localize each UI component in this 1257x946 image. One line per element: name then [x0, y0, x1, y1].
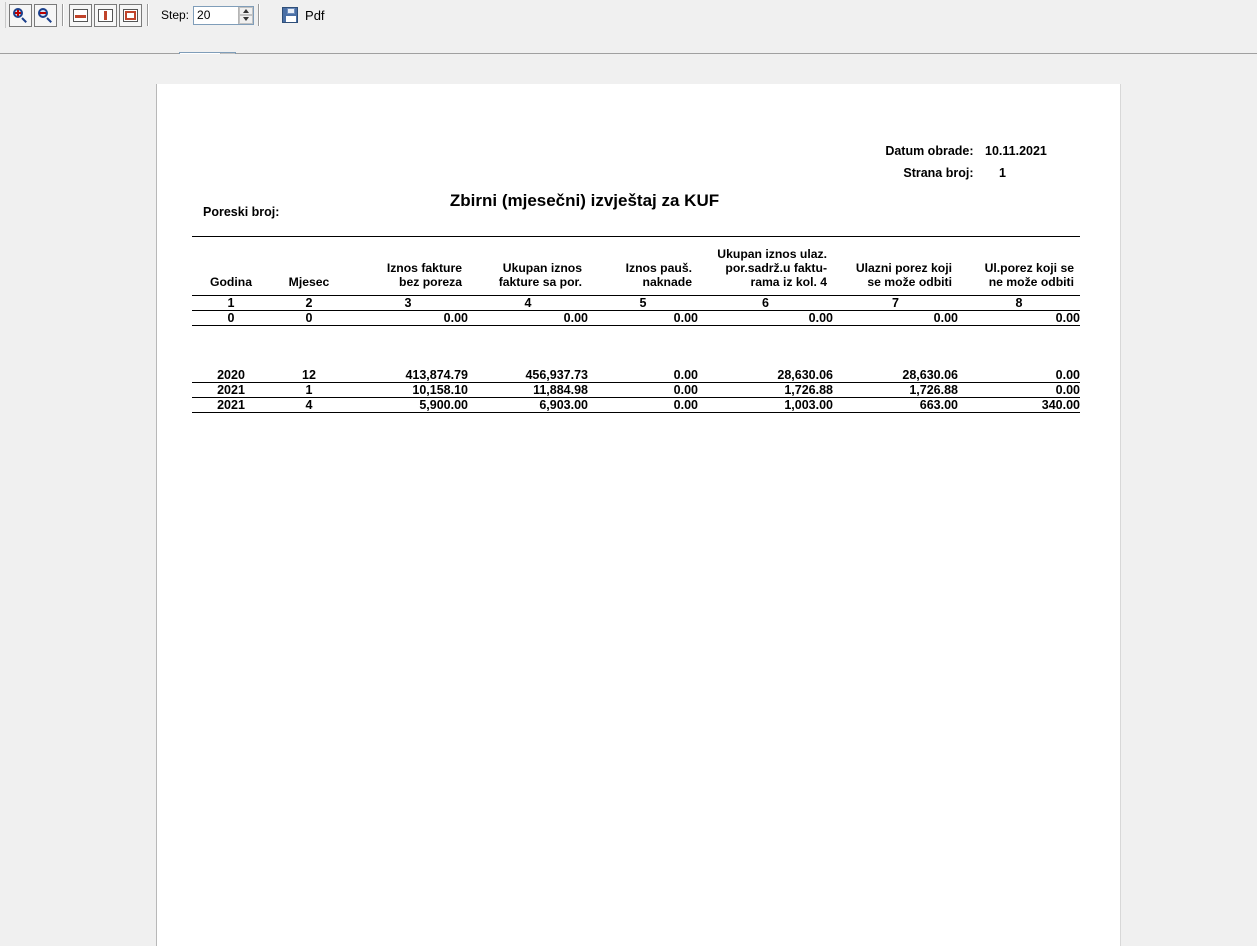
cell-k7: 663.00 — [833, 397, 958, 412]
cell-k3: 413,874.79 — [348, 368, 468, 383]
save-disk-icon — [282, 7, 298, 23]
cell-k7: 1,726.88 — [833, 382, 958, 397]
column-number-8: 8 — [958, 296, 1080, 311]
page-number-value: 1 — [999, 166, 1006, 180]
table-row — [192, 368, 1080, 383]
column-number-3: 3 — [348, 296, 468, 311]
col-header-k5-l1: Iznos pauš. — [625, 261, 692, 275]
fit-whole-page-icon — [123, 9, 138, 22]
col-header-k7-l2: se može odbiti — [867, 275, 952, 289]
preview-background-left — [0, 54, 156, 946]
step-spin-down[interactable] — [239, 15, 253, 24]
table-spacer-row — [192, 326, 1080, 368]
fit-page-height-button[interactable] — [94, 4, 117, 27]
column-number-6: 6 — [698, 296, 833, 311]
processing-date-row — [885, 140, 1047, 162]
report-title: Zbirni (mjesečni) izvještaj za KUF — [449, 191, 720, 210]
cell-godina: 0 — [192, 311, 270, 326]
cell-k6: 28,630.06 — [698, 368, 833, 383]
cell-k4: 0.00 — [468, 311, 588, 326]
column-number-7: 7 — [833, 296, 958, 311]
toolbar — [0, 0, 1257, 54]
cell-k6: 0.00 — [698, 311, 833, 326]
cell-k4: 11,884.98 — [468, 382, 588, 397]
col-header-k4-l1: Ukupan iznos — [502, 261, 582, 275]
cell-mjesec: 4 — [270, 397, 348, 412]
fit-page-height-icon — [98, 9, 113, 22]
toolbar-separator-3 — [258, 4, 260, 26]
cell-k4: 6,903.00 — [468, 397, 588, 412]
fit-page-width-button[interactable] — [69, 4, 92, 27]
zoom-out-icon — [38, 8, 53, 23]
cell-godina: 2020 — [192, 368, 270, 383]
col-header-k5-l2: naknade — [642, 275, 692, 289]
report-table-body — [192, 296, 1080, 413]
cell-k6: 1,003.00 — [698, 397, 833, 412]
preview-area[interactable] — [0, 54, 1257, 946]
cell-k3: 0.00 — [348, 311, 468, 326]
cell-k8: 0.00 — [958, 311, 1080, 326]
col-header-ukupan-iznos-ulaznog-poreza — [698, 237, 833, 296]
col-header-godina-l1: Godina — [210, 275, 252, 289]
report-meta — [885, 140, 1047, 184]
report-table — [192, 236, 1080, 413]
table-row — [192, 397, 1080, 412]
page-number-label: Strana broj: — [903, 166, 974, 180]
column-number-row — [192, 296, 1080, 311]
column-number-1: 1 — [192, 296, 270, 311]
cell-k8: 0.00 — [958, 382, 1080, 397]
report-page — [156, 84, 1121, 946]
cell-godina: 2021 — [192, 382, 270, 397]
fit-page-width-icon — [73, 9, 88, 22]
report-table-head — [192, 237, 1080, 296]
col-header-k3-l2: bez poreza — [399, 275, 462, 289]
col-header-mjesec-l1: Mjesec — [288, 275, 330, 289]
tax-number-label: Poreski broj: — [203, 205, 280, 219]
col-header-iznos-paus-naknade — [588, 237, 698, 296]
cell-k5: 0.00 — [588, 311, 698, 326]
col-header-k8-l2: ne može odbiti — [988, 275, 1074, 289]
cell-godina: 2021 — [192, 397, 270, 412]
cell-k5: 0.00 — [588, 368, 698, 383]
col-header-ukupan-iznos-fakture-sa-porezom — [468, 237, 588, 296]
cell-k3: 5,900.00 — [348, 397, 468, 412]
column-number-2: 2 — [270, 296, 348, 311]
column-number-5: 5 — [588, 296, 698, 311]
col-header-k7-l1: Ulazni porez koji — [855, 261, 952, 275]
cell-k8: 340.00 — [958, 397, 1080, 412]
col-header-godina — [192, 237, 270, 296]
toolbar-row-primary — [0, 0, 1257, 30]
col-header-ulazni-porez-ne-moze-odbiti — [958, 237, 1080, 296]
col-header-k6-l2: por.sadrž.u faktu- — [725, 261, 827, 275]
column-number-4: 4 — [468, 296, 588, 311]
step-label: Step: — [161, 8, 190, 22]
col-header-k4-l2: fakture sa por. — [498, 275, 582, 289]
report-content — [157, 84, 1122, 946]
step-input[interactable] — [194, 7, 238, 24]
zoom-in-icon — [13, 8, 28, 23]
processing-date-label: Datum obrade: — [885, 144, 974, 158]
cell-k7: 0.00 — [833, 311, 958, 326]
col-header-k6-l3: rama iz kol. 4 — [750, 275, 827, 289]
export-pdf-button[interactable] — [278, 5, 329, 25]
cell-k3: 10,158.10 — [348, 382, 468, 397]
toolbar-left-edge — [0, 2, 6, 28]
table-row — [192, 382, 1080, 397]
table-header-row — [192, 237, 1080, 296]
zoom-out-button[interactable] — [34, 4, 57, 27]
zoom-in-button[interactable] — [9, 4, 32, 27]
cell-k6: 1,726.88 — [698, 382, 833, 397]
col-header-k8-l1: Ul.porez koji se — [984, 261, 1074, 275]
col-header-k3-l1: Iznos fakture — [386, 261, 462, 275]
cell-k7: 28,630.06 — [833, 368, 958, 383]
cell-mjesec: 12 — [270, 368, 348, 383]
cell-mjesec: 0 — [270, 311, 348, 326]
cell-k4: 456,937.73 — [468, 368, 588, 383]
cell-k8: 0.00 — [958, 368, 1080, 383]
export-pdf-label: Pdf — [305, 7, 325, 23]
step-spin-buttons[interactable] — [238, 7, 253, 24]
processing-date-value: 10.11.2021 — [985, 144, 1047, 158]
col-header-iznos-fakture-bez-poreza — [348, 237, 468, 296]
step-stepper[interactable] — [193, 6, 254, 25]
col-header-mjesec — [270, 237, 348, 296]
col-header-k6-l1: Ukupan iznos ulaz. — [717, 247, 827, 261]
cell-k5: 0.00 — [588, 397, 698, 412]
cell-mjesec: 1 — [270, 382, 348, 397]
cell-k5: 0.00 — [588, 382, 698, 397]
table-row — [192, 311, 1080, 326]
fit-whole-page-button[interactable] — [119, 4, 142, 27]
toolbar-separator-1 — [62, 4, 64, 26]
page-number-row — [885, 162, 1047, 184]
toolbar-separator-2 — [147, 4, 149, 26]
step-spin-up[interactable] — [239, 7, 253, 16]
col-header-ulazni-porez-moze-odbiti — [833, 237, 958, 296]
